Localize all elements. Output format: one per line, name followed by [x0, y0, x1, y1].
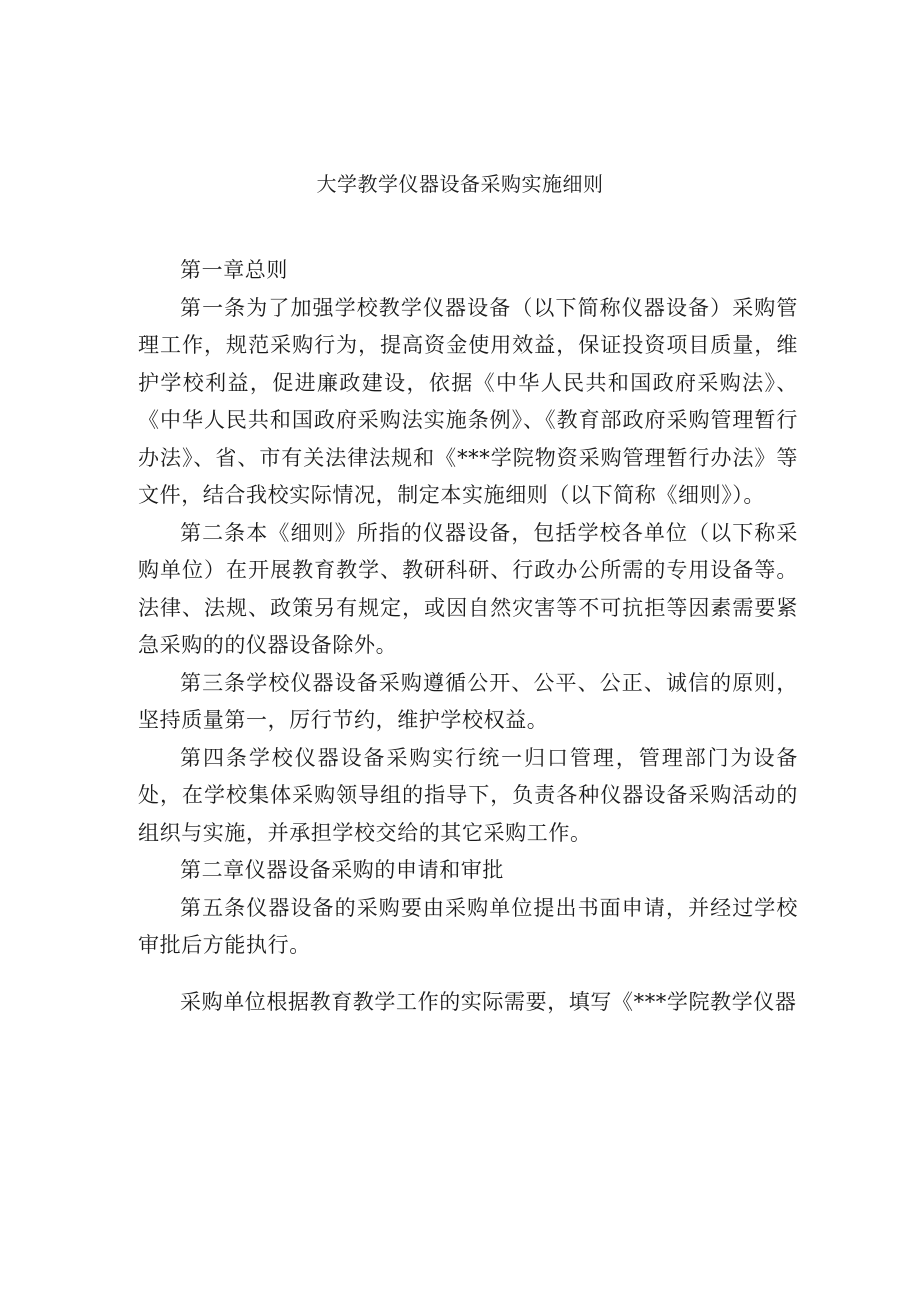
chapter-2-heading: 第二章仪器设备采购的申请和审批 — [180, 858, 504, 882]
article-5: 第五条仪器设备的采购要由采购单位提出书面申请，并经过学校审批后方能执行。 — [138, 895, 798, 957]
article-4: 第四条学校仪器设备采购实行统一归口管理，管理部门为设备处，在学校集体采购领导组的指导下，负责各种仪器设备采购活动的组织与实施，并承担学校交给的其它采购工作。 — [138, 745, 798, 845]
chapter-1-heading: 第一章总则 — [180, 258, 288, 282]
article-3: 第三条学校仪器设备采购遵循公开、公平、公正、诚信的原则，坚持质量第一，厉行节约，维护学校权益。 — [138, 670, 798, 732]
article-1: 第一条为了加强学校教学仪器设备（以下简称仪器设备）采购管理工作，规范采购行为，提高资金使用效益，保证投资项目质量，维护学校利益，促进廉政建设，依据《中华人民共和国政府采购法》、《中华人民共和国政府采购法实施条例》、《教育部政府采购管理暂行办法》、省、市有关法律法规和《***学院物资采购管理暂行办法》等文件，结合我校实际情况，制定本实施细则（以下简称《细则》）。 — [138, 295, 798, 507]
document-title: 大学教学仪器设备采购实施细则 — [316, 172, 604, 196]
paragraph-purchase-unit: 采购单位根据教育教学工作的实际需要，填写《***学院教学仪器 — [180, 989, 797, 1014]
document-body — [138, 252, 798, 1021]
paragraph-gap — [138, 965, 798, 984]
article-2: 第二条本《细则》所指的仪器设备，包括学校各单位（以下称采购单位）在开展教育教学、教研科研、行政办公所需的专用设备等。法律、法规、政策另有规定，或因自然灾害等不可抗拒等因素需要紧急采购的的仪器设备除外。 — [138, 520, 798, 657]
